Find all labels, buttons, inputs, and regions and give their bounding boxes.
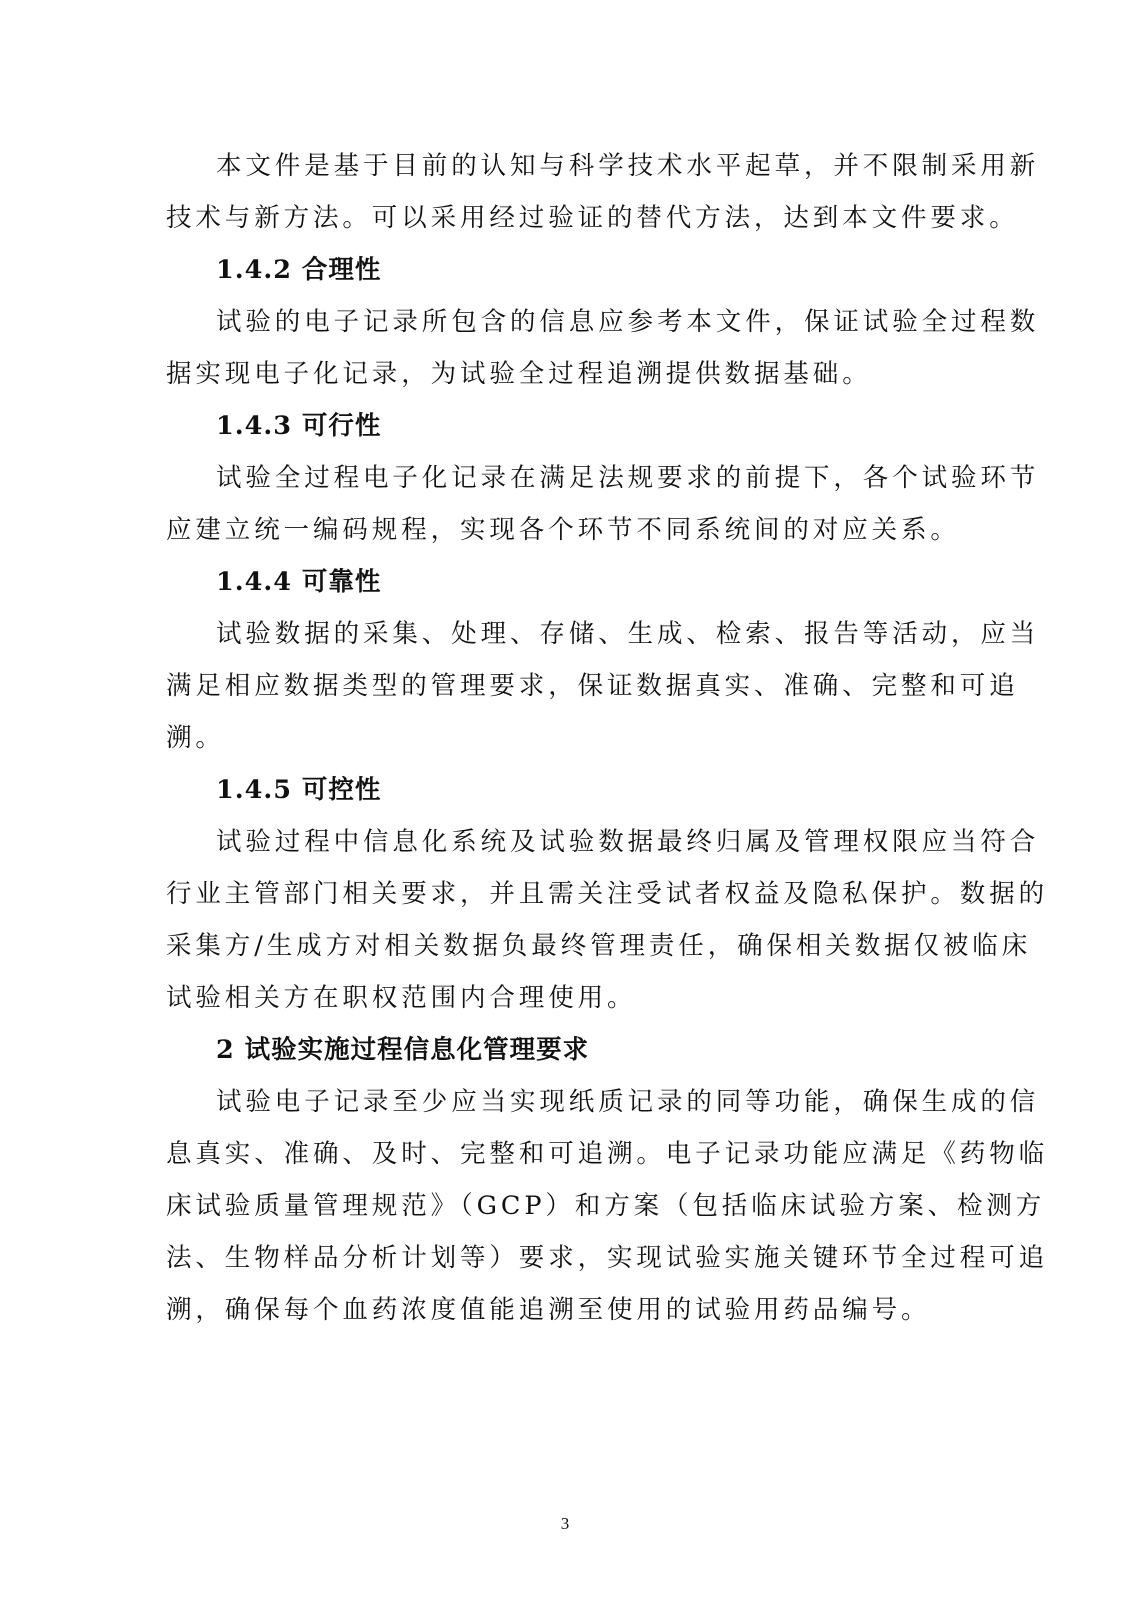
- paragraph-line: 试验数据的采集、处理、存储、生成、检索、报告等活动，应当: [216, 619, 1040, 649]
- paragraph-line: 试验电子记录至少应当实现纸质记录的同等功能，确保生成的信: [216, 1087, 1040, 1117]
- section-heading-1-4-2: 1.4.2 合理性: [216, 255, 382, 285]
- paragraph-line: 试验过程中信息化系统及试验数据最终归属及管理权限应当符合: [216, 827, 1040, 857]
- page-number: 3: [560, 1514, 570, 1533]
- section-heading-1-4-4: 1.4.4 可靠性: [216, 567, 382, 597]
- paragraph-line: 采集方/生成方对相关数据负最终管理责任，确保相关数据仅被临床: [166, 931, 1032, 961]
- paragraph-line: 满足相应数据类型的管理要求，保证数据真实、准确、完整和可追: [166, 671, 1019, 701]
- paragraph-line: 本文件是基于目前的认知与科学技术水平起草，并不限制采用新: [216, 151, 1040, 181]
- section-heading-1-4-3: 1.4.3 可行性: [216, 411, 382, 441]
- paragraph-line: 溯。: [166, 723, 225, 753]
- paragraph-line: 试验的电子记录所包含的信息应参考本文件，保证试验全过程数: [216, 307, 1040, 337]
- paragraph-line: 技术与新方法。可以采用经过验证的替代方法，达到本文件要求。: [166, 203, 1019, 233]
- paragraph-line: 试验全过程电子化记录在满足法规要求的前提下，各个试验环节: [216, 463, 1040, 493]
- paragraph-line: 床试验质量管理规范》（GCP）和方案（包括临床试验方案、检测方: [166, 1191, 1046, 1221]
- paragraph-line: 行业主管部门相关要求，并且需关注受试者权益及隐私保护。数据的: [166, 879, 1049, 909]
- paragraph-line: 应建立统一编码规程，实现各个环节不同系统间的对应关系。: [166, 515, 960, 545]
- paragraph-line: 据实现电子化记录，为试验全过程追溯提供数据基础。: [166, 359, 872, 389]
- paragraph-line: 溯，确保每个血药浓度值能追溯至使用的试验用药品编号。: [166, 1295, 931, 1325]
- section-heading-1-4-5: 1.4.5 可控性: [216, 775, 382, 805]
- paragraph-line: 法、生物样品分析计划等）要求，实现试验实施关键环节全过程可追: [166, 1243, 1049, 1273]
- section-heading-2: 2 试验实施过程信息化管理要求: [216, 1035, 590, 1065]
- paragraph-line: 息真实、准确、及时、完整和可追溯。电子记录功能应满足《药物临: [166, 1139, 1049, 1169]
- paragraph-line: 试验相关方在职权范围内合理使用。: [166, 983, 637, 1013]
